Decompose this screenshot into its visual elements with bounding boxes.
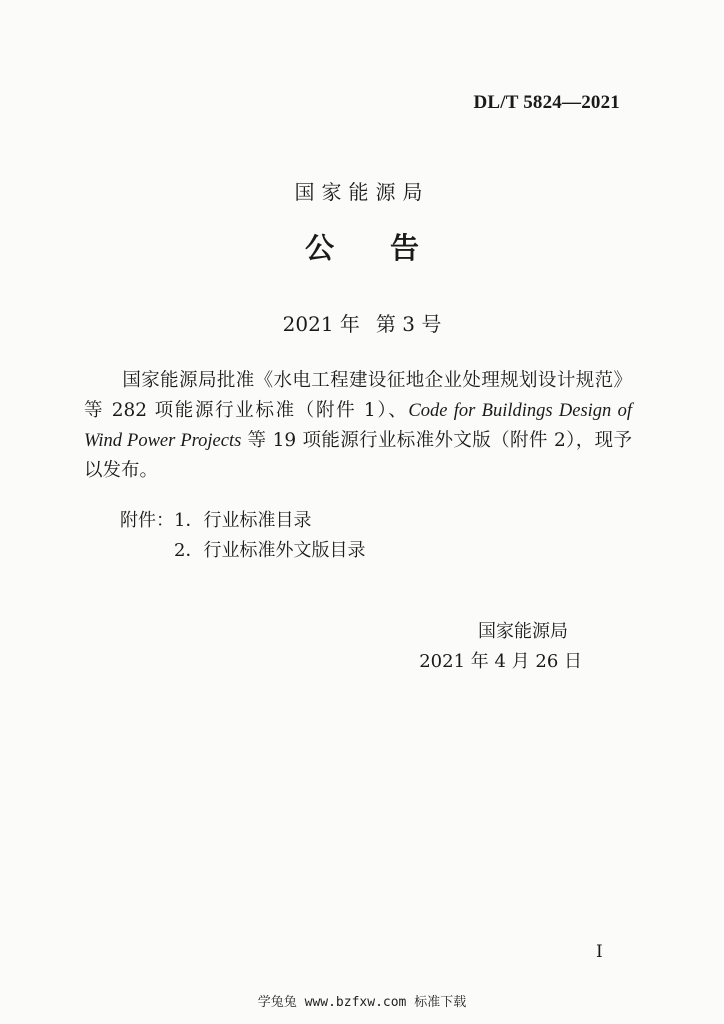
document-number (0, 308, 724, 337)
body-italic-title: Code for Buildings Design of Wind Power Projects (84, 401, 632, 451)
announcement-body (84, 366, 632, 486)
document-year: 2021 年 (282, 312, 360, 336)
document-issue: 第 3 号 (375, 312, 442, 336)
attachment-item-2: 2．行业标准外文版目录 (174, 540, 366, 561)
title-char-left: 公 (304, 231, 334, 265)
signoff-date: 2021 年 4 月 26 日 (419, 651, 582, 672)
issuer-heading: 国家能源局 (294, 180, 430, 204)
footer-watermark: 学兔兔 www.bzfxw.com 标准下载 (257, 995, 467, 1010)
signoff-org: 国家能源局 (478, 621, 568, 642)
standard-code: DL/T 5824—2021 (473, 92, 620, 113)
title-char-right: 告 (390, 231, 420, 265)
signoff-block (419, 617, 582, 677)
announcement-title (0, 226, 724, 267)
body-part-2: 等 19 项能源行业标准外文版（附件 2），现予以发布。 (84, 430, 633, 481)
attachment-item (120, 506, 365, 536)
attachment-item (120, 536, 365, 566)
body-part-1: 国家能源局批准《水电工程建设征地企业处理规划设计规范》等 282 项能源行业标准（附件 1）、 (84, 370, 632, 421)
attachment-item-1: 1．行业标准目录 (174, 510, 312, 531)
attachments-list (120, 506, 365, 566)
attachments-label: 附件： (120, 510, 174, 531)
page-number: I (596, 942, 603, 962)
